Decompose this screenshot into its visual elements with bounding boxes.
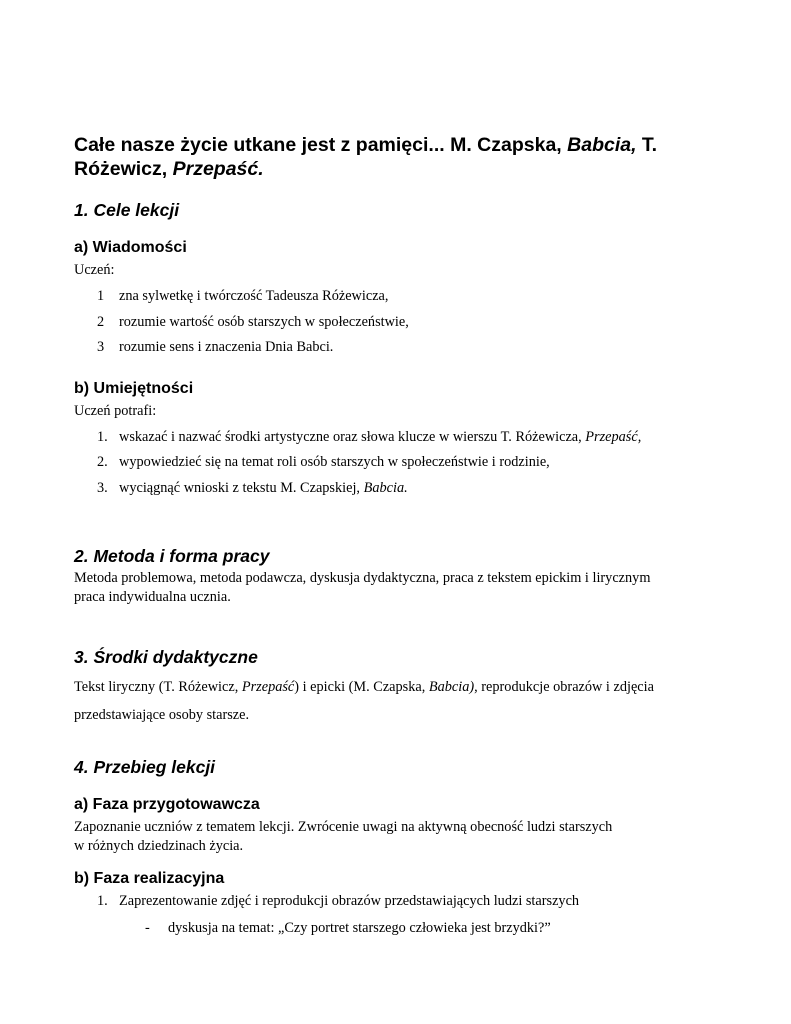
sub-list-item: dyskusja na temat: „Czy portret starszego człowieka jest brzydki?” [168, 920, 551, 936]
list-item: wypowiedzieć się na temat roli osób starszych w społeczeństwie i rodzinie, [119, 454, 550, 470]
section-2-heading: 2. Metoda i forma pracy [74, 546, 270, 566]
list-number: 1 [97, 288, 105, 304]
list-item: wskazać i nazwać środki artystyczne oraz słowa klucze w wierszu T. Różewicza, Przepaść, [119, 429, 642, 445]
section-4b-heading: b) Faza realizacyjna [74, 870, 225, 887]
section-4a-heading: a) Faza przygotowawcza [74, 796, 260, 813]
title-text: Całe nasze życie utkane jest z pamięci... M. Czapska, [74, 134, 568, 156]
section-2-line-1: Metoda problemowa, metoda podawcza, dyskusja dydaktyczna, praca z tekstem epickim i lirycznym [74, 570, 651, 586]
title-italic-babcia: Babcia, [567, 134, 637, 156]
section-1b-intro: Uczeń potrafi: [74, 403, 157, 419]
list-item: rozumie wartość osób starszych w społeczeństwie, [119, 314, 409, 330]
section-3-line-1: Tekst liryczny (T. Różewicz, Przepaść) i epicki (M. Czapska, Babcia), reprodukcje obrazów i zdjęcia [74, 679, 654, 695]
list-number: 2. [97, 454, 108, 470]
list-item: rozumie sens i znaczenia Dnia Babci. [119, 339, 334, 355]
list-number: 2 [97, 314, 105, 330]
section-4-heading: 4. Przebieg lekcji [74, 757, 216, 777]
section-4a-line-2: w różnych dziedzinach życia. [74, 838, 244, 854]
list-item: Zaprezentowanie zdjęć i reprodukcji obrazów przedstawiających ludzi starszych [119, 893, 580, 909]
section-3-line-2: przedstawiające osoby starsze. [74, 707, 250, 723]
section-1-heading: 1. Cele lekcji [74, 200, 180, 220]
section-4a-line-1: Zapoznanie uczniów z tematem lekcji. Zwrócenie uwagi na aktywną obecność ludzi starszych [74, 819, 613, 835]
section-1a-heading: a) Wiadomości [74, 239, 187, 256]
title-italic-przepasc: Przepaść. [172, 158, 264, 180]
title-text-2: T. Różewicz, [74, 134, 658, 180]
dash-bullet: - [145, 920, 150, 936]
list-number: 3. [97, 480, 108, 496]
list-item: wyciągnąć wnioski z tekstu M. Czapskiej, Babcia. [119, 480, 408, 496]
section-1a-intro: Uczeń: [74, 262, 115, 278]
list-number: 1. [97, 893, 108, 909]
page-title [74, 133, 724, 181]
section-3-heading: 3. Środki dydaktyczne [74, 647, 258, 667]
list-number: 3 [97, 339, 105, 355]
list-item: zna sylwetkę i twórczość Tadeusza Różewicza, [119, 288, 389, 304]
section-2-line-2: praca indywidualna ucznia. [74, 589, 231, 605]
list-number: 1. [97, 429, 108, 445]
section-1b-heading: b) Umiejętności [74, 380, 194, 397]
